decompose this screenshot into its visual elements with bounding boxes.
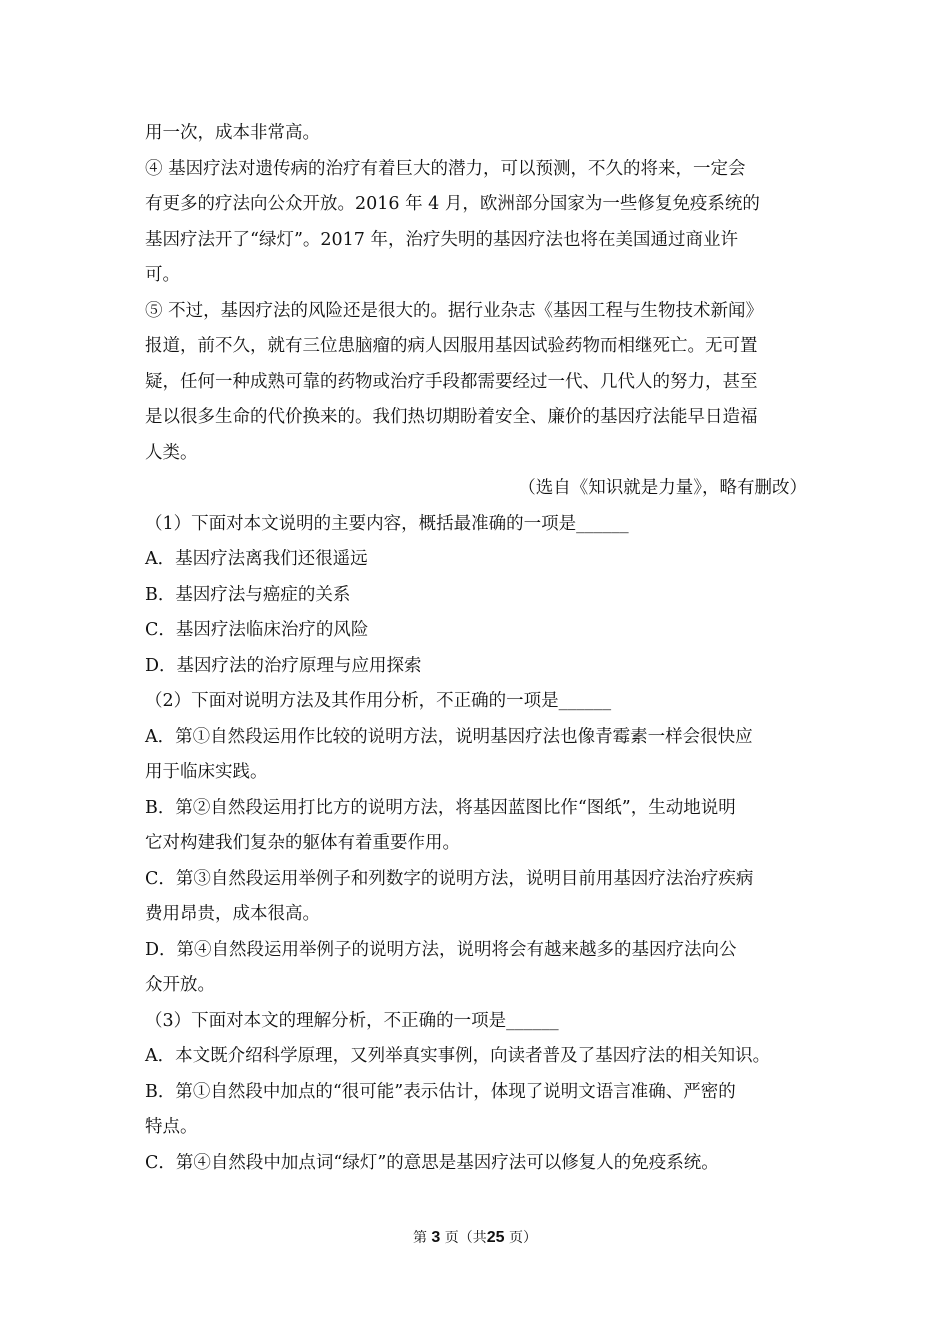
paragraph-line: 可。 <box>145 265 180 285</box>
question-stem: （1）下面对本文说明的主要内容，概括最准确的一项是______ <box>145 513 629 534</box>
option-b-cont: 特点。 <box>145 1117 198 1137</box>
question-stem: （3）下面对本文的理解分析，不正确的一项是______ <box>145 1010 559 1031</box>
footer-mid: 页（共 <box>444 1230 487 1246</box>
option-b-cont: 它对构建我们复杂的躯体有着重要作用。 <box>145 833 460 853</box>
option-d: D．基因疗法的治疗原理与应用探索 <box>145 655 422 676</box>
paragraph-5 <box>145 294 813 472</box>
question-3 <box>145 1004 813 1182</box>
paragraph-3-end: 用一次，成本非常高。 <box>145 123 320 143</box>
page-number: 3 <box>431 1229 441 1246</box>
paragraph-line: 报道，前不久，就有三位患脑瘤的病人因服用基因试验药物而相继死亡。无可置 <box>145 336 758 356</box>
option-a: A．本文既介绍科学原理，又列举真实事例，向读者普及了基因疗法的相关知识。 <box>145 1046 771 1066</box>
option-b: B．基因疗法与癌症的关系 <box>145 584 351 605</box>
paragraph-line: 基因疗法开了“绿灯”。2017 年，治疗失明的基因疗法也将在美国通过商业许 <box>145 229 738 250</box>
footer-prefix: 第 <box>412 1230 427 1246</box>
option-c: C．第③自然段运用举例子和列数字的说明方法，说明目前用基因疗法治疗疾病 <box>145 868 754 889</box>
paragraph-4 <box>145 152 813 294</box>
paragraph-line: ⑤ 不过，基因疗法的风险还是很大的。据行业杂志《基因工程与生物技术新闻》 <box>145 300 764 321</box>
footer-suffix: 页） <box>509 1230 538 1246</box>
option-c: C．基因疗法临床治疗的风险 <box>145 620 369 640</box>
question-2 <box>145 684 813 1004</box>
option-d-cont: 众开放。 <box>145 975 215 995</box>
paragraph-line: 人类。 <box>145 442 198 463</box>
page-body <box>145 116 813 1181</box>
option-c: C．第④自然段中加点词“绿灯”的意思是基因疗法可以修复人的免疫系统。 <box>145 1152 719 1173</box>
option-a-cont: 用于临床实践。 <box>145 762 268 782</box>
paragraph-line: 有更多的疗法向公众开放。2016 年 4 月，欧洲部分国家为一些修复免疫系统的 <box>145 194 760 214</box>
page-footer <box>0 1226 950 1250</box>
question-1 <box>145 507 813 685</box>
total-pages: 25 <box>486 1229 505 1246</box>
question-stem: （2）下面对说明方法及其作用分析，不正确的一项是______ <box>145 691 612 711</box>
option-a: A．第①自然段运用作比较的说明方法，说明基因疗法也像青霉素一样会很快应 <box>145 726 753 747</box>
paragraph-line: 是以很多生命的代价换来的。我们热切期盼着安全、廉价的基因疗法能早日造福 <box>145 407 758 427</box>
option-a: A．基因疗法离我们还很遥远 <box>145 549 368 569</box>
option-d: D．第④自然段运用举例子的说明方法，说明将会有越来越多的基因疗法向公 <box>145 939 737 960</box>
option-b: B．第①自然段中加点的“很可能”表示估计，体现了说明文语言准确、严密的 <box>145 1081 736 1102</box>
paragraph-line: ④ 基因疗法对遗传病的治疗有着巨大的潜力，可以预测，不久的将来，一定会 <box>145 158 746 179</box>
option-b: B．第②自然段运用打比方的说明方法，将基因蓝图比作“图纸”，生动地说明 <box>145 797 736 818</box>
option-c-cont: 费用昂贵，成本很高。 <box>145 904 320 924</box>
source-citation: （选自《知识就是力量》，略有删改） <box>518 478 807 498</box>
paragraph-line: 疑，任何一种成熟可靠的药物或治疗手段都需要经过一代、几代人的努力，甚至 <box>145 371 758 392</box>
